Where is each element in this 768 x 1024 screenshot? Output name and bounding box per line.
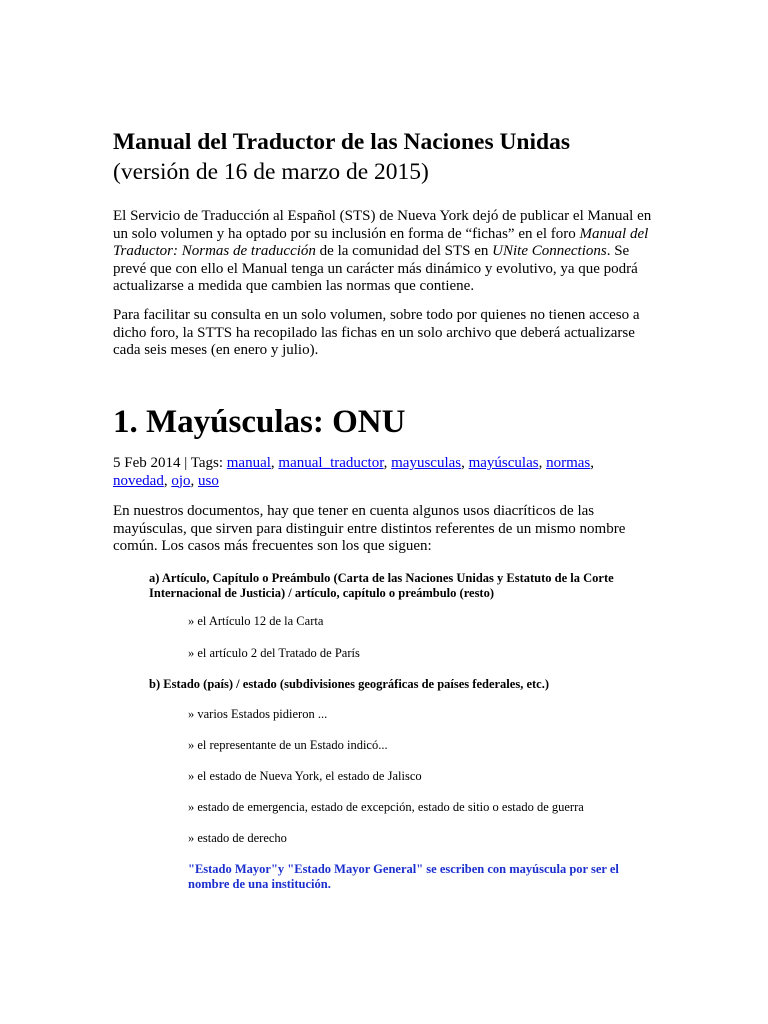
platform-name: UNite Connections: [492, 243, 607, 259]
subsection-a-title: a) Artículo, Capítulo o Preámbulo (Carta de las Naciones Unidas y Estatuto de la Corte Internacional de Justicia) / artículo, capítulo o preámbulo (resto): [149, 571, 614, 600]
tag-link[interactable]: manual: [226, 455, 271, 471]
section-paragraph: En nuestros documentos, hay que tener en cuenta algunos usos diacríticos de las mayúsculas, que sirven para distinguir entre distintos referentes de un mismo nombre común. Los casos más frecuentes son los que siguen:: [113, 503, 626, 554]
forum-name: Manual del Traductor: Normas de traducción: [113, 225, 649, 259]
intro-text: . Se prevé que con ello el Manual tenga un carácter más dinámico y evolutivo, ya que podrá actualizarse a medida que cambien las normas que contiene.: [113, 243, 638, 294]
tag-link[interactable]: normas: [546, 455, 591, 471]
section-heading: 1. Mayúsculas: ONU: [113, 404, 406, 440]
post-meta: 5 Feb 2014 | Tags: manual, manual_traductor, mayusculas, mayúsculas, normas, novedad, ojo, uso: [113, 455, 595, 489]
document-version: (versión de 16 de marzo de 2015): [113, 159, 429, 185]
example-item: » el representante de un Estado indicó...: [188, 738, 388, 752]
tag-link[interactable]: mayúsculas: [468, 455, 539, 471]
example-item: » estado de emergencia, estado de excepción, estado de sitio o estado de guerra: [188, 800, 584, 814]
intro-paragraph-2: Para facilitar su consulta en un solo volumen, sobre todo por quienes no tienen acceso a dicho foro, la STTS ha recopilado las fichas en un solo archivo que deberá actualizarse cada seis meses (en enero y julio).: [113, 307, 640, 358]
document-title-block: [113, 127, 733, 187]
highlight-note: "Estado Mayor"y "Estado Mayor General" se escriben con mayúscula por ser el nombre de una institución.: [188, 862, 619, 891]
tag-link[interactable]: mayusculas: [391, 455, 462, 471]
document-title: Manual del Traductor de las Naciones Unidas: [113, 129, 570, 155]
intro-text: de la comunidad del STS en: [315, 243, 493, 259]
example-item: » el artículo 2 del Tratado de París: [188, 646, 360, 660]
post-date-tags-label: 5 Feb 2014 | Tags:: [113, 455, 227, 471]
subsection-b-title: b) Estado (país) / estado (subdivisiones geográficas de países federales, etc.): [149, 677, 549, 691]
intro-text: El Servicio de Traducción al Español (STS) de Nueva York dejó de publicar el Manual en un solo volumen y ha optado por su inclusión en forma de “fichas” en el foro: [113, 208, 652, 242]
example-item: » estado de derecho: [188, 831, 287, 845]
tag-link[interactable]: novedad: [113, 472, 164, 489]
intro-paragraph-1: [113, 208, 653, 296]
tag-link[interactable]: manual_traductor: [278, 455, 384, 471]
example-item: » el estado de Nueva York, el estado de Jalisco: [188, 769, 422, 783]
example-item: » varios Estados pidieron ...: [188, 707, 328, 721]
example-item: » el Artículo 12 de la Carta: [188, 614, 324, 628]
tag-link[interactable]: uso: [198, 472, 219, 489]
tag-link[interactable]: ojo: [171, 472, 191, 489]
